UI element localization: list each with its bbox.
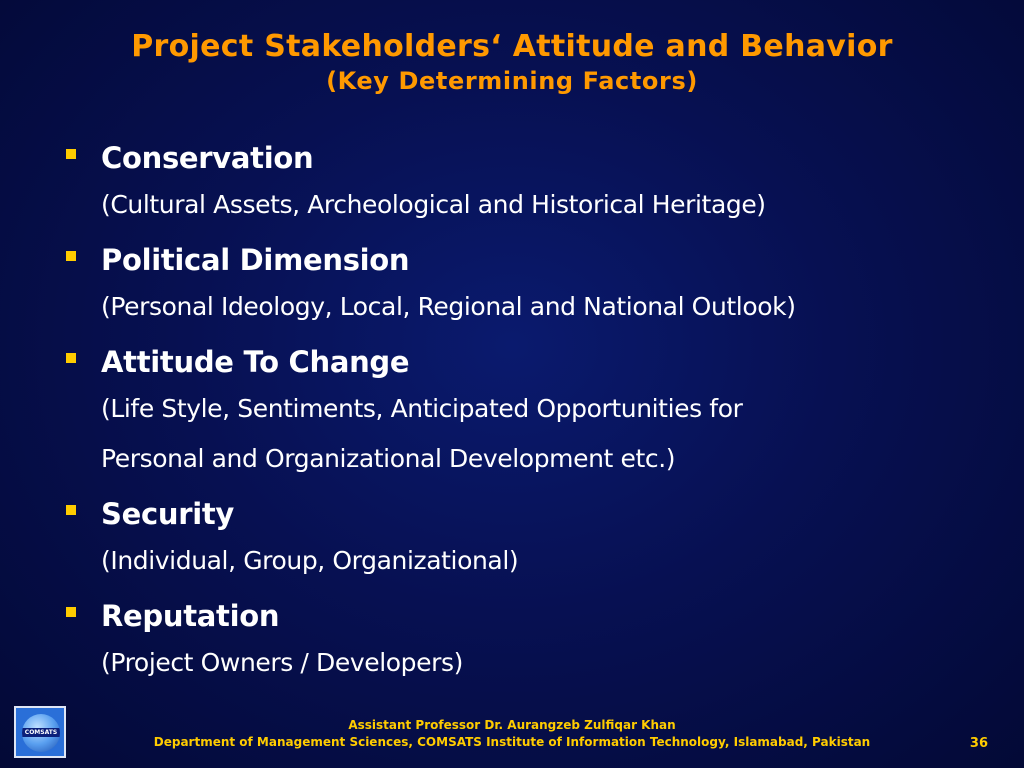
list-item-heading: Conservation [101, 141, 314, 175]
page-number: 36 [969, 736, 988, 751]
square-bullet-icon [66, 607, 76, 617]
list-item-heading: Reputation [101, 599, 280, 633]
slide-footer [0, 698, 1024, 768]
list-item-detail: (Cultural Assets, Archeological and Historical Heritage) [101, 190, 766, 219]
list-item [64, 594, 964, 688]
list-item-heading: Attitude To Change [101, 345, 410, 379]
slide-title-block [0, 28, 1024, 96]
list-item-detail: Personal and Organizational Development etc.) [101, 444, 676, 473]
list-item-heading: Security [101, 497, 234, 531]
list-item [64, 492, 964, 586]
footer-credits [80, 717, 944, 751]
list-item-detail: (Individual, Group, Organizational) [101, 546, 519, 575]
comsats-logo [14, 706, 66, 758]
list-item-heading: Political Dimension [101, 243, 410, 277]
footer-author: Assistant Professor Dr. Aurangzeb Zulfiqar Khan [348, 718, 676, 732]
list-item [64, 238, 964, 332]
list-item [64, 136, 964, 230]
square-bullet-icon [66, 505, 76, 515]
square-bullet-icon [66, 149, 76, 159]
globe-icon [22, 714, 60, 752]
logo-text: COMSATS [22, 728, 60, 737]
list-item [64, 340, 964, 484]
slide-title: Project Stakeholders‘ Attitude and Behavior [131, 29, 893, 64]
slide-subtitle: (Key Determining Factors) [326, 67, 698, 95]
list-item-detail: (Personal Ideology, Local, Regional and National Outlook) [101, 292, 796, 321]
footer-department: Department of Management Sciences, COMSATS Institute of Information Technology, Islamabad, Pakistan [153, 735, 871, 749]
square-bullet-icon [66, 251, 76, 261]
square-bullet-icon [66, 353, 76, 363]
list-item-detail: (Life Style, Sentiments, Anticipated Opportunities for [101, 394, 743, 423]
bullet-list [64, 136, 964, 696]
list-item-detail: (Project Owners / Developers) [101, 648, 463, 677]
